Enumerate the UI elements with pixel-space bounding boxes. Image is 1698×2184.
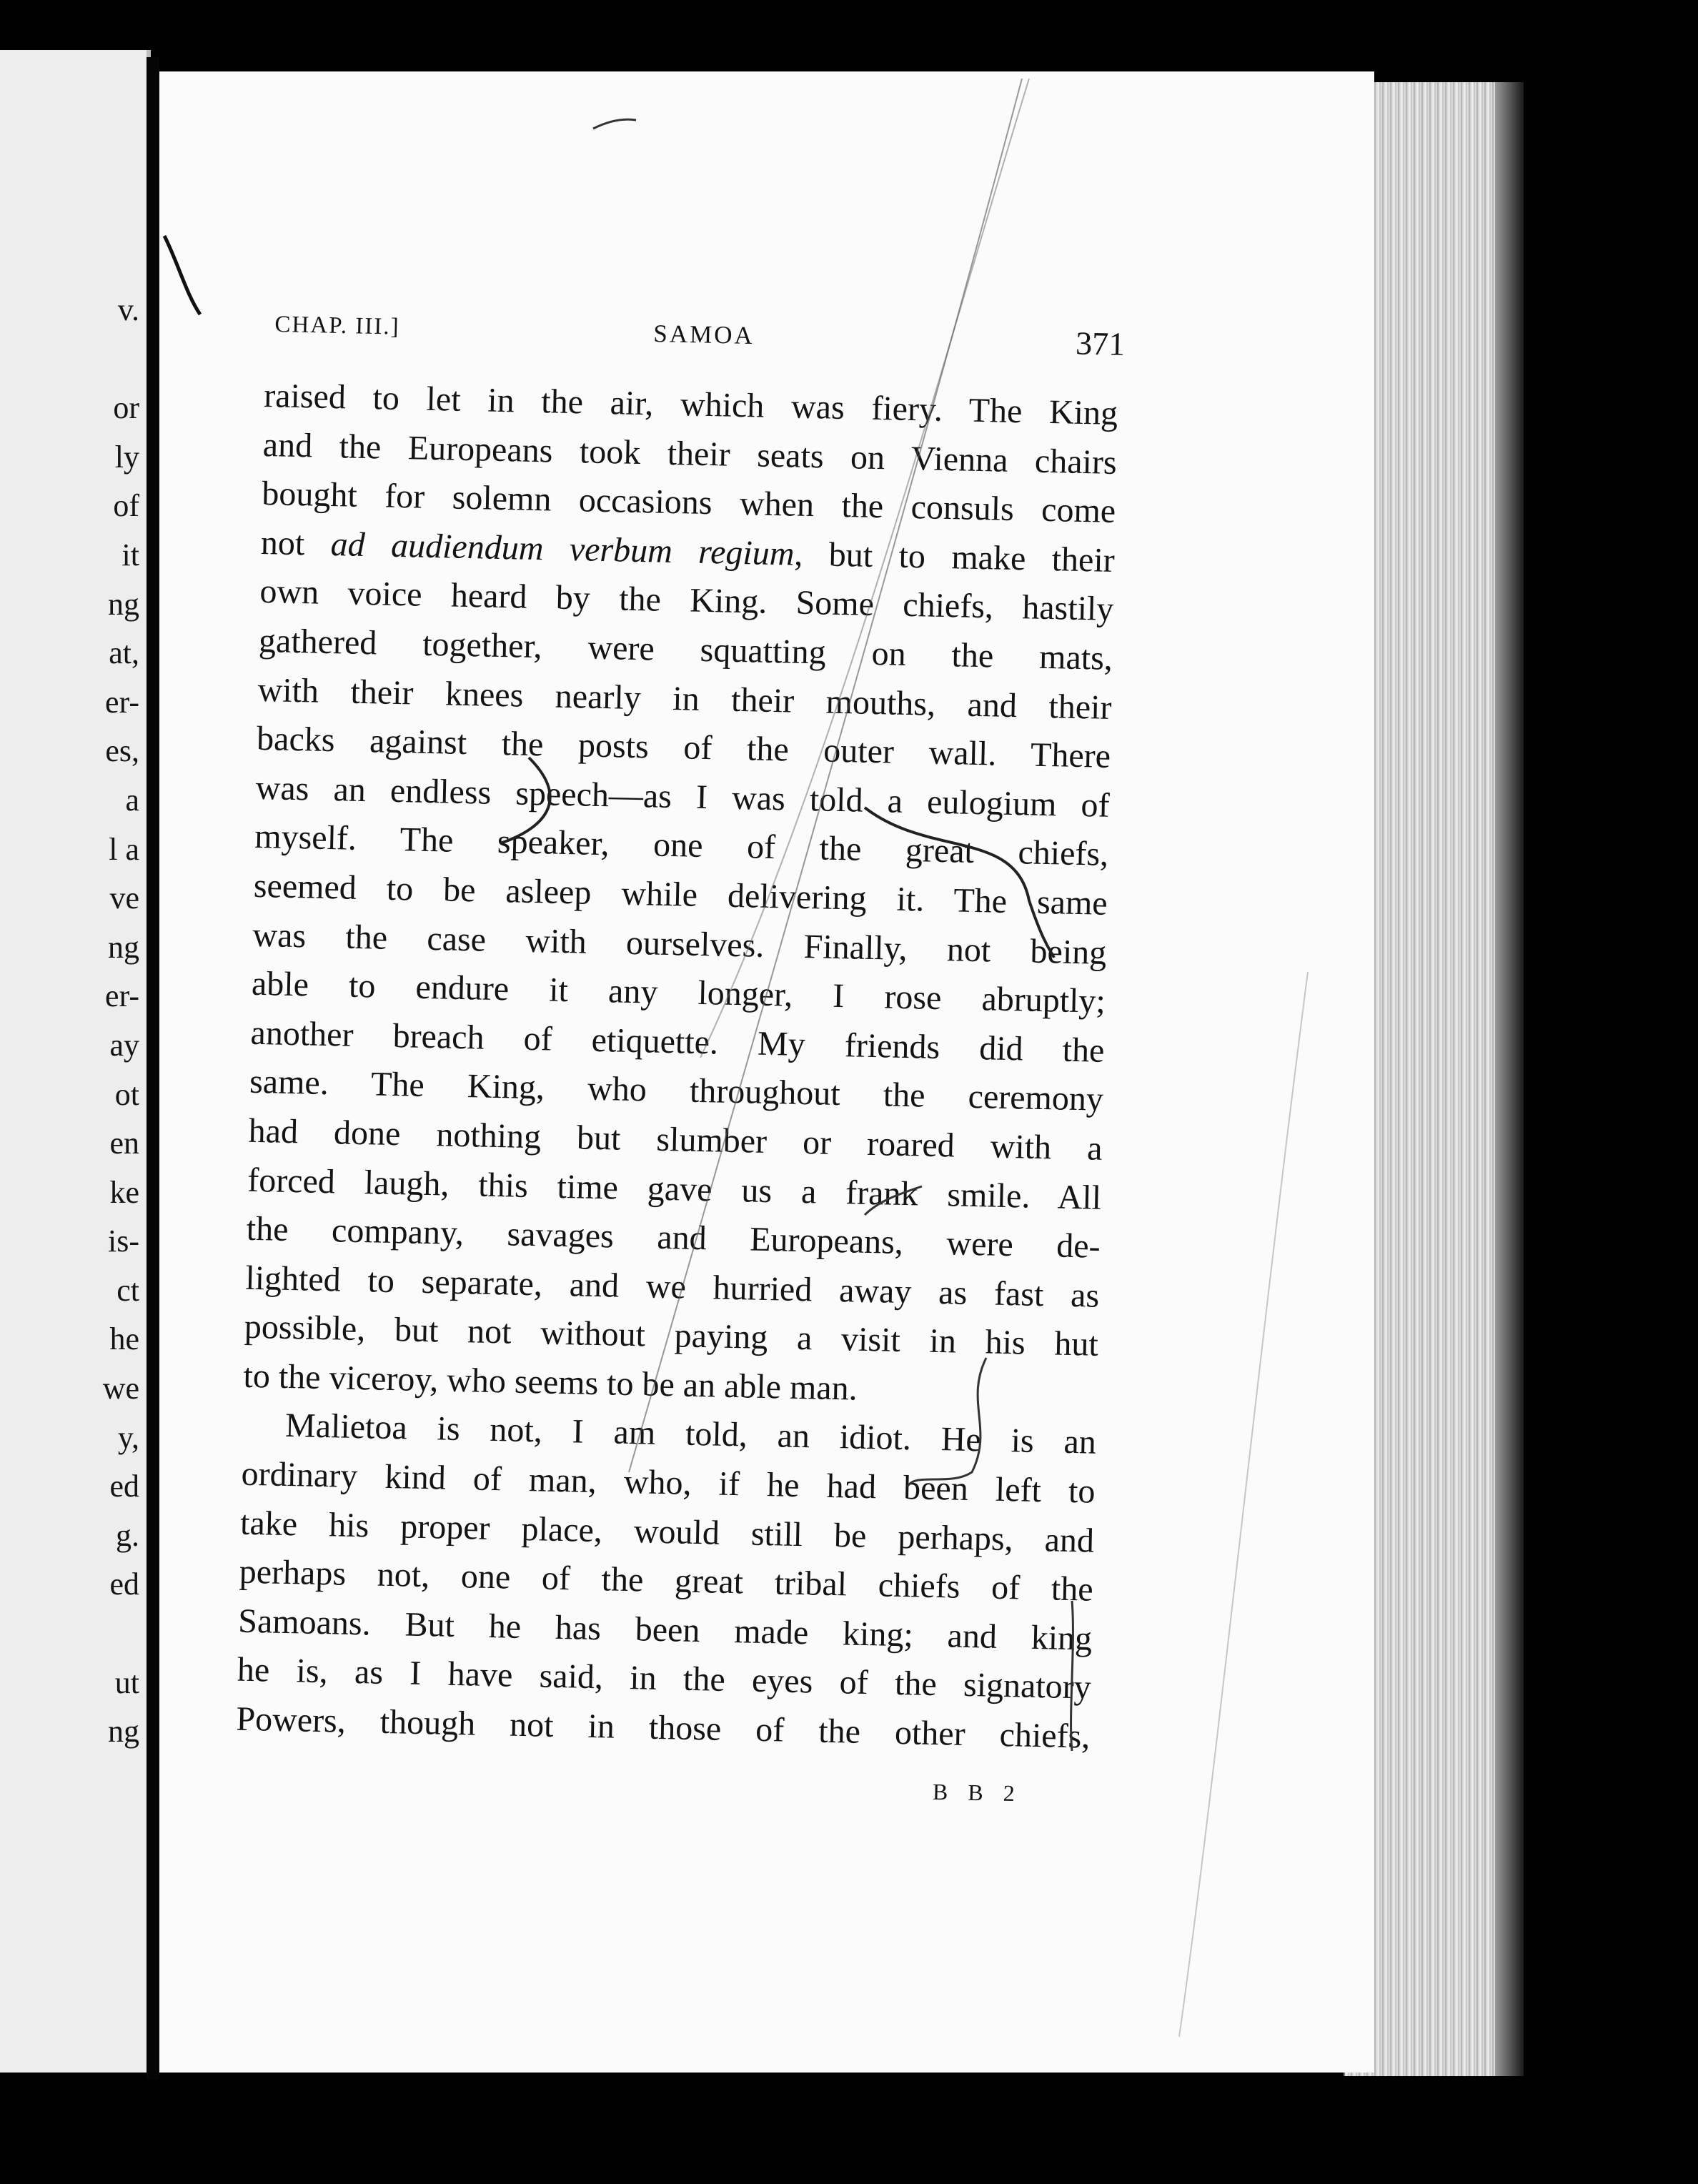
text-line: gathered together, were squatting on the mats, — [258, 621, 1113, 677]
book-gutter — [147, 57, 159, 2080]
facing-line: ed — [109, 1469, 139, 1504]
facing-line: he — [109, 1321, 139, 1357]
facing-line: at, — [109, 635, 139, 671]
facing-line: g. — [116, 1517, 139, 1553]
facing-line: ve — [109, 880, 139, 916]
text-line: another breach of etiquette. My friends did the — [250, 1013, 1105, 1070]
page-number: 371 — [1075, 324, 1126, 362]
facing-page — [0, 50, 151, 2073]
text-line: raised to let in the air, which was fiery. The King — [263, 376, 1118, 433]
paragraph-end-line: to the viceroy, who seems to be an able man. — [243, 1356, 858, 1408]
facing-line: it — [121, 537, 139, 572]
text-line: perhaps not, one of the great tribal chiefs of the — [239, 1552, 1094, 1609]
facing-line: ct — [116, 1272, 139, 1308]
facing-page-text — [54, 286, 139, 1757]
facing-line: we — [102, 1371, 139, 1406]
facing-line: a — [125, 782, 139, 818]
facing-line — [54, 1609, 139, 1659]
line-text-post: , but to make their — [793, 535, 1116, 580]
text-line: bought for solemn occasions when the consuls come — [261, 475, 1116, 531]
facing-line: es, — [105, 733, 139, 769]
facing-line: en — [109, 1126, 139, 1161]
signature-mark: B B 2 — [932, 1778, 1023, 1807]
text-line: take his proper place, would still be perhaps, and — [239, 1504, 1095, 1560]
text-line: Samoans. But he has been made king; and king — [237, 1602, 1093, 1658]
facing-line: ut — [114, 1664, 139, 1700]
facing-line: ay — [109, 1027, 139, 1063]
facing-line: ng — [108, 586, 139, 622]
latin-phrase: ad audiendum verbum regium — [330, 525, 795, 573]
facing-line: er- — [105, 978, 139, 1014]
facing-line: ed — [109, 1567, 139, 1602]
body-text — [236, 372, 1118, 1762]
running-title: SAMOA — [652, 319, 755, 350]
text-line: and the Europeans took their seats on Vienna chairs — [262, 425, 1118, 482]
text-line: was an endless speech—as I was told a eulogium of — [255, 768, 1111, 825]
facing-line: ke — [109, 1174, 139, 1210]
line-text-pre: not — [260, 523, 332, 563]
facing-line: ot — [114, 1076, 139, 1112]
facing-line: ly — [114, 439, 139, 475]
facing-line: of — [113, 488, 139, 524]
facing-line: ng — [108, 1714, 139, 1749]
text-line: seemed to be asleep while delivering it. The same — [253, 866, 1108, 923]
text-line: possible, but not without paying a visit in his hut — [244, 1307, 1099, 1364]
paragraph-start-line: Malietoa is not, I am told, an idiot. He is an — [284, 1406, 1097, 1462]
chapter-reference: CHAP. III.] — [274, 311, 400, 340]
text-line: lighted to separate, and we hurried away as fast as — [244, 1259, 1100, 1315]
facing-line: y, — [117, 1419, 139, 1455]
text-line: myself. The speaker, one of the great chiefs, — [254, 818, 1109, 874]
text-line: able to endure it any longer, I rose abruptly; — [251, 964, 1106, 1021]
text-line: forced laugh, this time gave us a frank smile. All — [247, 1161, 1102, 1217]
text-line: Powers, though not in those of the other chiefs, — [235, 1699, 1091, 1756]
text-line: was the case with ourselves. Finally, not being — [252, 915, 1107, 972]
facing-line: ng — [108, 929, 139, 965]
text-line: with their knees nearly in their mouths, and their — [257, 670, 1112, 727]
facing-line: is- — [108, 1223, 139, 1259]
text-line: own voice heard by the King. Some chiefs, hastily — [259, 572, 1114, 629]
text-line: the company, savages and Europeans, were de- — [246, 1209, 1101, 1266]
facing-line: v. — [117, 292, 139, 327]
text-line: had done nothing but slumber or roared with a — [248, 1111, 1103, 1168]
text-line: same. The King, who throughout the ceremony — [249, 1063, 1104, 1119]
facing-line — [54, 335, 139, 384]
facing-line: er- — [105, 684, 139, 720]
text-line: ordinary kind of man, who, if he had been left to — [241, 1454, 1096, 1511]
text-line: he is, as I have said, in the eyes of the signatory — [237, 1651, 1092, 1707]
text-line: backs against the posts of the outer wall. There — [256, 720, 1111, 776]
facing-line: l a — [109, 831, 139, 867]
facing-line: or — [113, 390, 139, 426]
